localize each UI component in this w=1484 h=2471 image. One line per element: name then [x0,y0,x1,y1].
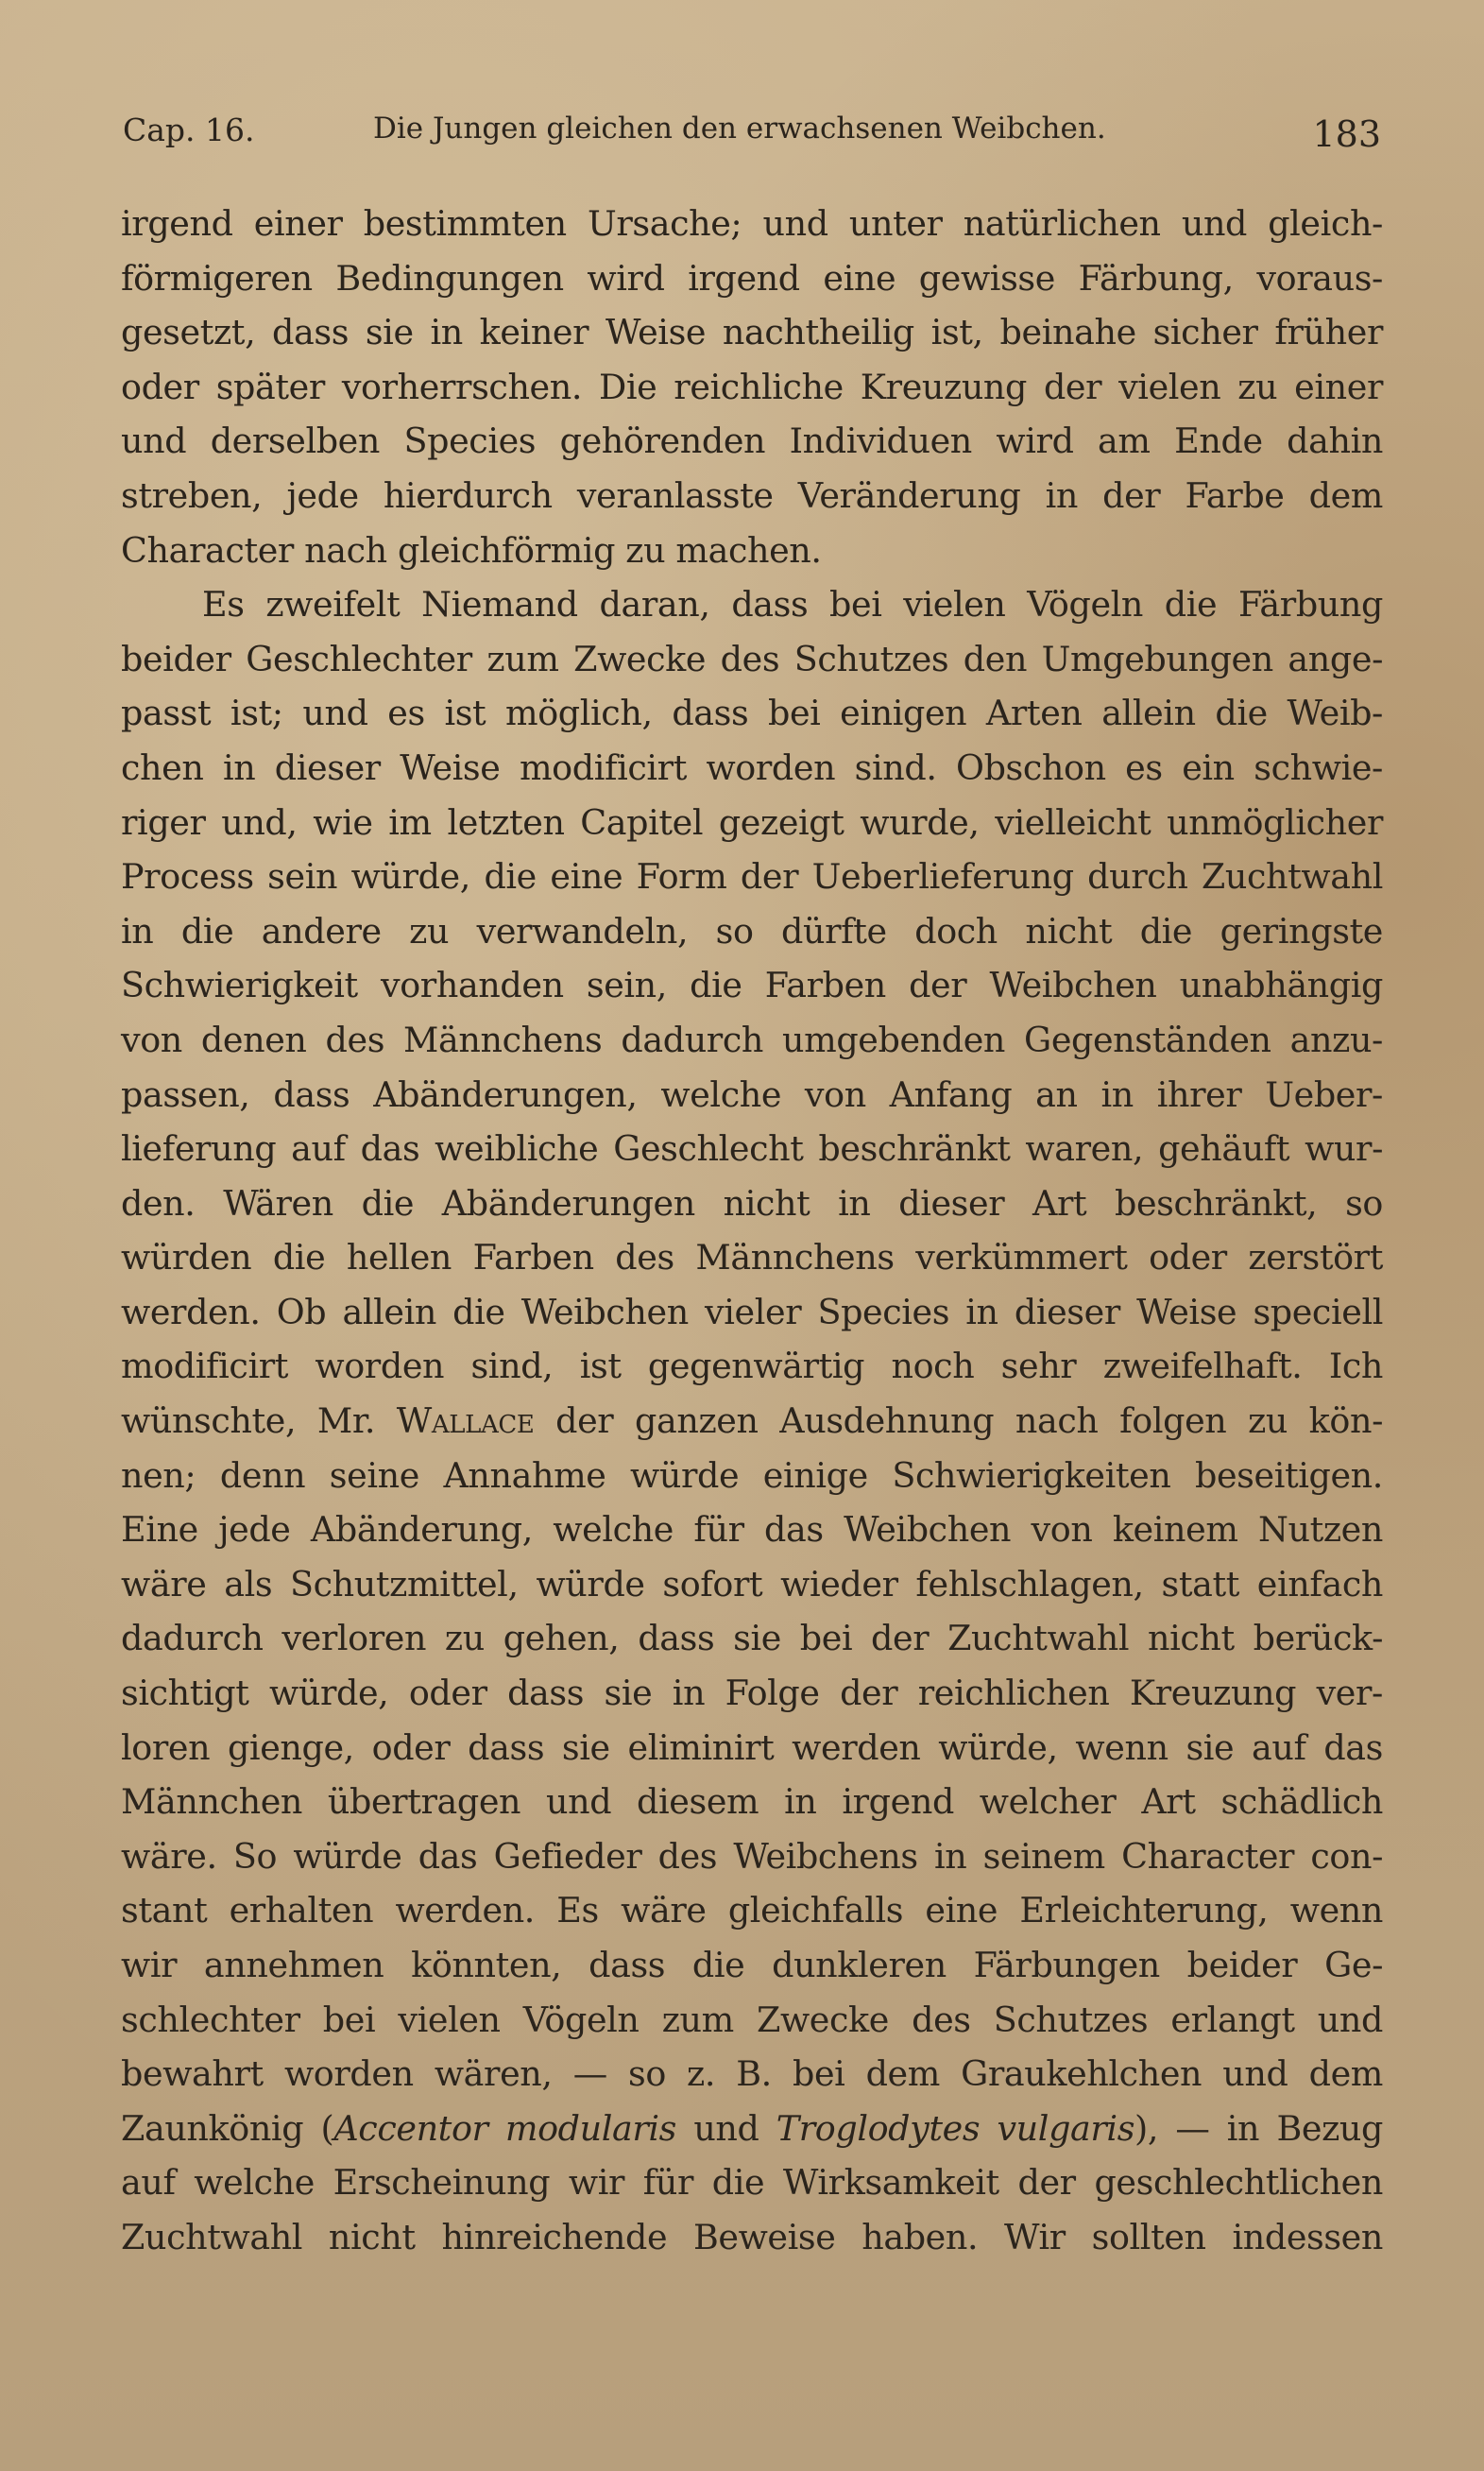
text-line: streben, jede hierdurch veranlasste Veränderung in der Farbe dem [121,474,1383,516]
text-line: auf welche Erscheinung wir für die Wirksamkeit der geschlechtlichen [121,2162,1383,2204]
text-line: passt ist; und es ist möglich, dass bei einigen Arten allein die Weib- [121,693,1383,734]
text-line: Eine jede Abänderung, welche für das Weibchen von keinem Nutzen [121,1509,1383,1551]
text-fragment: ), — in Bezug [1134,2107,1383,2149]
page-number: 183 [1312,113,1381,155]
text-line: in die andere zu verwandeln, so dürfte doch nicht die geringste [121,910,1383,952]
species-name: Troglodytes vulgaris [776,2107,1135,2149]
text-line: wir annehmen könnten, dass die dunkleren Färbungen beider Ge- [121,1945,1383,1985]
chapter-label: Cap. 16. [123,112,255,148]
text-line: und derselben Species gehörenden Individuen wird am Ende dahin [121,420,1383,462]
text-line [121,1394,1383,1449]
text-line: gesetzt, dass sie in keiner Weise nachtheilig ist, beinahe sicher früher [121,312,1383,353]
text-line: oder später vorherrschen. Die reichliche Kreuzung der vielen zu einer [121,366,1383,407]
text-line: dadurch verloren zu gehen, dass sie bei der Zuchtwahl nicht berück- [121,1618,1383,1659]
text-fragment: Zaunkönig ( [121,2107,334,2149]
text-line: Männchen übertragen und diesem in irgend welcher Art schädlich [121,1781,1383,1823]
text-line: bewahrt worden wären, — so z. B. bei dem Graukehlchen und dem [121,2053,1383,2095]
text-line: passen, dass Abänderungen, welche von Anfang an in ihrer Ueber- [121,1073,1383,1115]
text-line: schlechter bei vielen Vögeln zum Zwecke des Schutzes erlangt und [121,1999,1383,2040]
text-line: lieferung auf das weibliche Geschlecht beschränkt waren, gehäuft wur- [121,1128,1383,1170]
text-line: förmigeren Bedingungen wird irgend eine gewisse Färbung, voraus- [121,257,1383,299]
text-fragment: und [676,2107,776,2149]
text-line [121,2102,1383,2156]
text-line: Zuchtwahl nicht hinreichende Beweise haben. Wir sollten indessen [121,2216,1383,2257]
running-title: Die Jungen gleichen den erwachsenen Weibchen. [373,112,1106,146]
text-line: riger und, wie im letzten Capitel gezeigt wurde, vielleicht unmöglicher [121,801,1383,843]
text-line: Process sein würde, die eine Form der Ueberlieferung durch Zuchtwahl [121,856,1383,898]
text-line: beider Geschlechter zum Zwecke des Schutzes den Umgebungen ange- [121,638,1383,679]
text-line: Es zweifelt Niemand daran, dass bei vielen Vögeln die Färbung [202,584,1383,626]
text-line: wäre als Schutzmittel, würde sofort wieder fehlschlagen, statt einfach [121,1563,1383,1604]
text-line: den. Wären die Abänderungen nicht in dieser Art beschränkt, so [121,1182,1383,1224]
species-name: Accentor modularis [333,2107,677,2149]
text-line: wäre. So würde das Gefieder des Weibchens in seinem Character con- [121,1835,1383,1877]
text-line: stant erhalten werden. Es wäre gleichfalls eine Erleichterung, wenn [121,1890,1383,1931]
text-line: irgend einer bestimmten Ursache; und unter natürlichen und gleich- [121,203,1383,244]
body-text [121,197,1383,2265]
text-line: Schwierigkeit vorhanden sein, die Farben der Weibchen unabhängig [121,965,1383,1006]
text-line: werden. Ob allein die Weibchen vieler Species in dieser Weise speciell [121,1291,1383,1332]
text-fragment: wünschte, Mr. [121,1400,397,1442]
text-line: Character nach gleichförmig zu machen. [121,529,822,571]
text-line: sichtigt würde, oder dass sie in Folge der reichlichen Kreuzung ver- [121,1673,1383,1714]
text-fragment: der ganzen Ausdehnung nach folgen zu kön- [534,1400,1384,1442]
text-line: nen; denn seine Annahme würde einige Schwierigkeiten beseitigen. [121,1454,1383,1496]
text-line: chen in dieser Weise modificirt worden sind. Obschon es ein schwie- [121,746,1383,788]
text-line: von denen des Männchens dadurch umgebenden Gegenständen anzu- [121,1019,1383,1060]
text-line: würden die hellen Farben des Männchens verkümmert oder zerstört [121,1237,1383,1278]
text-line: loren gienge, oder dass sie eliminirt werden würde, wenn sie auf das [121,1726,1383,1768]
text-line: modificirt worden sind, ist gegenwärtig noch sehr zweifelhaft. Ich [121,1346,1383,1387]
running-header [123,112,1381,164]
author-name: Wallace [396,1400,535,1442]
